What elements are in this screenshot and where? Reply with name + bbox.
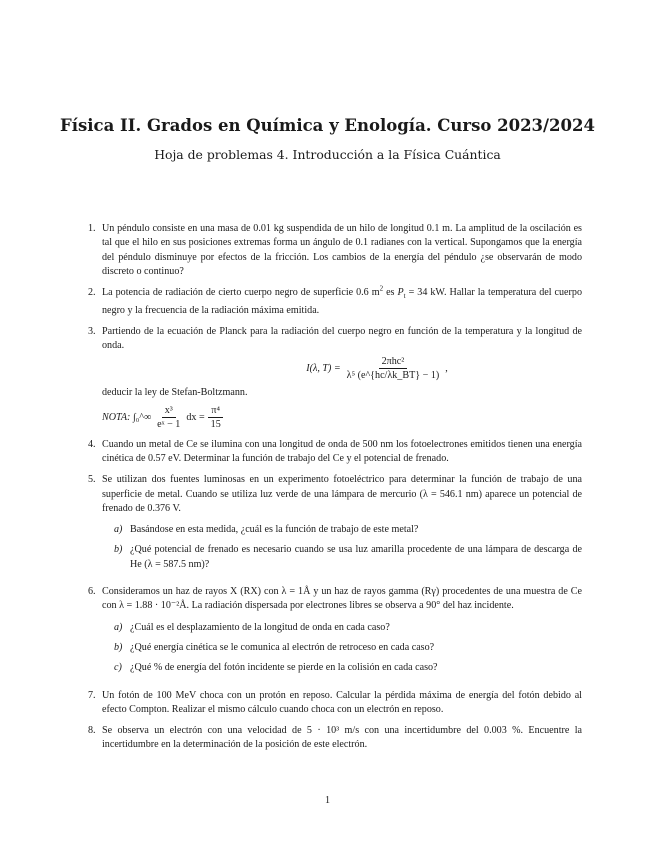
problem-text: Se observa un electrón con una velocidad de 5 · 10³ m/s con una incertidumbre del 0.003 %. Encuentre la incertidumbre en la determinación de la posición de este electrón.: [102, 725, 582, 751]
page-number: 1: [324, 795, 331, 806]
sub-question: b) ¿Qué energía cinética se le comunica al electrón de retroceso en cada caso?: [114, 641, 435, 653]
problem-5: [88, 473, 582, 578]
problem-number: 3.: [88, 325, 96, 337]
problem-text: Se utilizan dos fuentes luminosas en un experimento fotoeléctrico para determinar la función de trabajo de una superficie de metal. Cuando se utiliza luz verde de una lámpara de mercurio (λ = 546.1 nm) aparece un potencial de frenado de 0.376 V.: [102, 474, 582, 514]
problem-8: [88, 724, 582, 753]
problem-7: [88, 689, 582, 718]
problem-2: [88, 286, 582, 318]
problem-list: [88, 222, 582, 760]
problem-text: Cuando un metal de Ce se ilumina con una longitud de onda de 500 nm los fotoelectrones emitidos tienen una energía cinética de 0.57 eV. Determinar la función de trabajo del Ce y el potencial de frenado.: [102, 438, 582, 464]
sub-question: a) ¿Cuál es el desplazamiento de la longitud de onda en cada caso?: [114, 621, 390, 633]
problem-number: 7.: [88, 689, 96, 701]
problem-6: [88, 585, 582, 681]
page-title: Física II. Grados en Química y Enología. Curso 2023/2024: [60, 116, 595, 135]
problem-number: 5.: [88, 474, 96, 486]
problem-text: La potencia de radiación de cierto cuerpo negro de superficie 0.6 $m^2$ es $P_t = 34$ kW. Hallar la temperatura del cuerpo negro y la frecuencia de la radiación máxima emitida.: [102, 284, 582, 316]
sub-question: c) ¿Qué % de energía del fotón incidente se pierde en la colisión en cada caso?: [114, 662, 438, 674]
problem-text-after: deducir la ley de Stefan-Boltzmann.: [102, 387, 248, 399]
integral-note: NOTA: ∫₀^∞ $\frac{\text{x³}}{\text{eˣ − 1}}$ dx = $\frac{\text{π⁴}}{15}$: [102, 405, 582, 431]
problem-text: Un fotón de 100 MeV choca con un protón en reposo. Calcular la pérdida máxima de energía del fotón debido al efecto Compton. Realizar el mismo cálculo cuando choca con un electrón en reposo.: [102, 689, 582, 715]
problem-number: 2.: [88, 287, 96, 299]
sub-question: a) Basándose en esta medida, ¿cuál es la función de trabajo de este metal?: [114, 524, 419, 536]
problem-3: [88, 325, 582, 431]
problem-number: 6.: [88, 586, 96, 598]
problem-number: 4.: [88, 438, 96, 450]
problem-text: Un péndulo consiste en una masa de 0.01 kg suspendida de un hilo de longitud 0.1 m. La amplitud de la oscilación es tal que el hilo en sus posiciones extremas forma un ángulo de 0.1 radianes con la vertical. Supongamos que la energía del péndulo disminuye por efectos de la fricción. Los cambios de la energía del péndulo ¿se observarán de modo discreto o continuo?: [102, 223, 582, 277]
problem-1: [88, 222, 582, 279]
problem-text: Partiendo de la ecuación de Planck para la radiación del cuerpo negro en función de la temperatura y la longitud de onda.: [102, 325, 582, 352]
page-subtitle: Hoja de problemas 4. Introducción a la Física Cuántica: [154, 147, 501, 162]
problem-4: [88, 438, 582, 467]
planck-equation: I(λ, T) = $\frac{\text{2πhc²}}{\text{λ⁵ (e\textasciicircum{}\{hc/λk\_BT\} − 1)}}$ ,: [306, 356, 448, 382]
problem-number: 8.: [88, 725, 96, 737]
problem-text: Consideramos un haz de rayos X (RX) con λ = 1Å y un haz de rayos gamma (Rγ) procedentes de una muestra de Ce con λ = 1.88 · 10⁻²Å. La radiación dispersada por electrones libres se observa a 90° del haz incidente.: [102, 586, 582, 612]
problem-number: 1.: [88, 223, 96, 234]
sub-question: b) ¿Qué potencial de frenado es necesario cuando se usa luz amarilla procedente de una lámpara de descarga de He (λ = 587.5 nm)?: [114, 544, 582, 570]
